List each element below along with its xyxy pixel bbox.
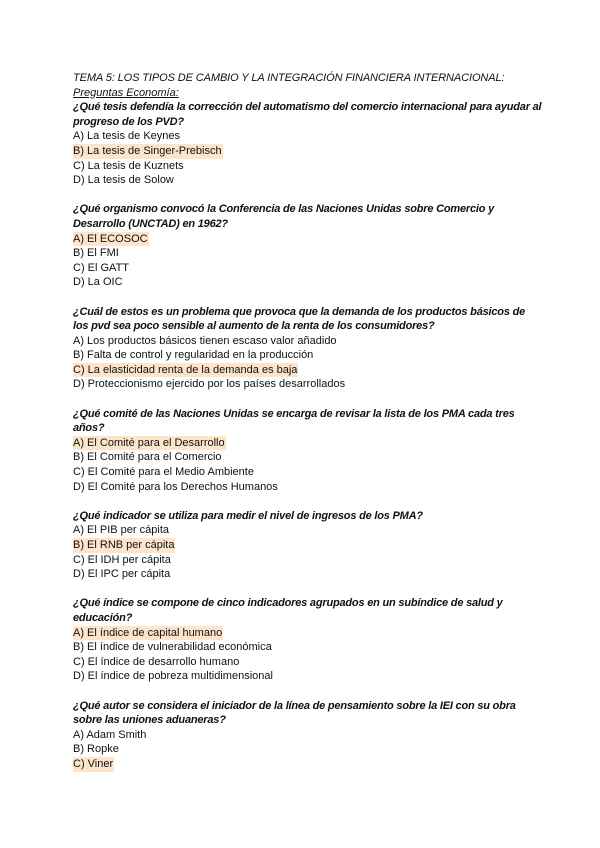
question-block (73, 509, 543, 582)
question-text: ¿Qué tesis defendía la corrección del automatismo del comercio internacional para ayudar al progreso de los PVD? (73, 101, 542, 128)
option-a-correct: A) El ECOSOC (73, 232, 148, 245)
option-c: C) El Comité para el Medio Ambiente (73, 466, 254, 479)
option-a: A) El PIB per cápita (73, 524, 169, 537)
option-a-correct: A) El Comité para el Desarrollo (73, 436, 225, 449)
question-text: ¿Qué índice se compone de cinco indicadores agrupados en un subíndice de salud y educación? (73, 597, 503, 624)
question-block (73, 100, 543, 188)
question-block (73, 699, 543, 772)
document-page (73, 71, 543, 786)
option-a-correct: A) El índice de capital humano (73, 626, 223, 639)
document-subtitle: Preguntas Economía: (73, 86, 179, 99)
question-text: ¿Cuál de estos es un problema que provoca que la demanda de los productos básicos de los pvd sea poco sensible al aumento de la renta de los consumidores? (73, 305, 526, 333)
option-c: C) La tesis de Kuznets (73, 159, 184, 172)
question-block (73, 596, 543, 684)
option-a: A) Adam Smith (73, 728, 147, 741)
option-b-correct: B) El RNB per cápita (73, 539, 175, 551)
question-block (73, 202, 543, 290)
question-block (73, 407, 543, 495)
option-a: A) La tesis de Keynes (73, 130, 181, 143)
option-d: D) Proteccionismo ejercido por los países desarrollados (73, 378, 346, 391)
question-text: ¿Qué indicador se utiliza para medir el nivel de ingresos de los PMA? (73, 509, 423, 522)
option-b-correct: B) La tesis de Singer-Prebisch (73, 144, 222, 157)
option-b: B) El Comité para el Comercio (73, 451, 222, 464)
option-d: D) El Comité para los Derechos Humanos (73, 480, 278, 493)
document-title: TEMA 5: LOS TIPOS DE CAMBIO Y LA INTEGRACIÓN FINANCIERA INTERNACIONAL: (73, 72, 505, 84)
option-c: C) El GATT (73, 261, 130, 274)
option-c: C) El IDH per cápita (73, 553, 171, 566)
question-text: ¿Qué organismo convocó la Conferencia de las Naciones Unidas sobre Comercio y Desarrollo (UNCTAD) en 1962? (73, 203, 495, 230)
option-d: D) El índice de pobreza multidimensional (73, 670, 273, 683)
option-c-correct: C) La elasticidad renta de la demanda es baja (73, 363, 298, 376)
option-b: B) El índice de vulnerabilidad económica (73, 641, 272, 654)
option-d: D) El IPC per cápita (73, 568, 171, 581)
question-text: ¿Qué comité de las Naciones Unidas se encarga de revisar la lista de los PMA cada tres años? (73, 407, 515, 435)
option-b: B) El FMI (73, 247, 119, 260)
option-c-correct: C) Viner (73, 757, 114, 770)
option-c: C) El índice de desarrollo humano (73, 655, 240, 668)
option-b: B) Falta de control y regularidad en la producción (73, 349, 314, 362)
option-b: B) Ropke (73, 743, 119, 756)
question-block (73, 305, 543, 393)
option-d: D) La OIC (73, 276, 123, 289)
question-text: ¿Qué autor se considera el iniciador de la línea de pensamiento sobre la IEI con su obra sobre las uniones aduaneras? (73, 699, 516, 727)
option-d: D) La tesis de Solow (73, 174, 174, 187)
option-a: A) Los productos básicos tienen escaso valor añadido (73, 334, 337, 347)
